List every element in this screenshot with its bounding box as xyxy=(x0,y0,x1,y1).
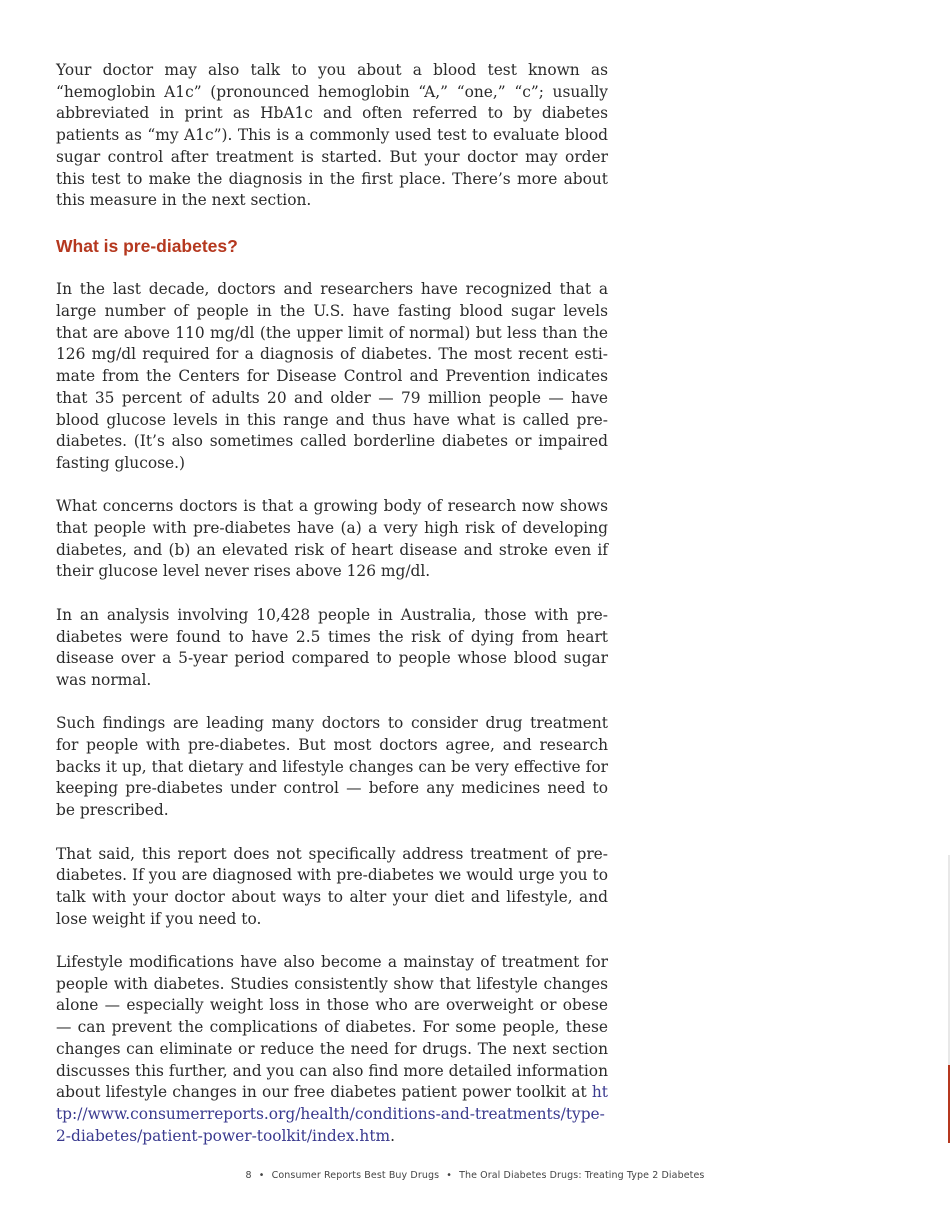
footer-bullet: • xyxy=(258,1170,265,1181)
article-column xyxy=(56,60,608,1169)
lifestyle-text: Lifestyle modifications have also become a mainstay of treatment for people with diabetes. Studies consistently show that lifestyle changes alone — especially weight loss in those who are overweight or obese — can prevent the complications of diabetes. For some people, these changes can eliminate or reduce the need for drugs. The next section discusses this further, and you can also find more detailed information about lifestyle changes in our free diabetes patient power toolkit at xyxy=(56,953,608,1102)
paragraph-australia-analysis: In an analysis involving 10,428 people in Australia, those with pre-diabetes were found to have 2.5 times the risk of dying from heart disease over a 5-year period compared to people whose blood sugar was normal. xyxy=(56,605,608,689)
footer-report-title: The Oral Diabetes Drugs: Treating Type 2 Diabetes xyxy=(459,1170,705,1181)
page-number: 8 xyxy=(245,1170,252,1181)
paragraph-hba1c: Your doctor may also talk to you about a blood test known as “hemoglobin A1c” (pronounced hemoglobin “A,” “one,” “c”; usually abbreviated in print as HbA1c and often referred to by diabetes patients as “my A1c”). This is a commonly used test to evaluate blood sugar control after treatment is started. But your doctor may order this test to make the diagnosis in the first place. There’s more about this measure in the next section. xyxy=(56,61,608,210)
footer-bullet: • xyxy=(446,1170,452,1181)
paragraph-report-scope: That said, this report does not specifically address treatment of pre-diabetes. If you are diagnosed with pre-diabetes we would urge you to talk with your doctor about ways to alter your diet and lifestyle, and lose weight if you need to. xyxy=(56,844,608,928)
paragraph-lifestyle xyxy=(56,952,608,1147)
paragraph-doctor-concerns: What concerns doctors is that a growing body of research now shows that people with pre-diabetes have (a) a very high risk of developing diabetes, and (b) an elevated risk of heart disease and stroke even if their glucose level never rises above 126 mg/dl. xyxy=(56,497,608,581)
paragraph-pre-diabetes-definition: In the last decade, doctors and researchers have recognized that a large number of people in the U.S. have fasting blood sugar levels that are above 110 mg/dl (the upper limit of normal) but less than the 126 mg/dl required for a diagnosis of diabetes. The most recent estimate from the Centers for Disease Control and Prevention indicates that 35 percent of adults 20 and older — 79 million people — have blood glucose levels in this range and thus have what is called pre-diabetes. (It’s also sometimes called borderline diabetes or impaired fasting glucose.) xyxy=(56,280,608,472)
section-heading-pre-diabetes: What is pre-diabetes? xyxy=(56,235,238,256)
footer-publication: Consumer Reports Best Buy Drugs xyxy=(271,1170,440,1181)
page-footer xyxy=(0,1170,950,1181)
toolkit-link[interactable]: http://www.consumerreports.org/health/conditions-and-treatments/type-2-diabetes/patient-power-toolkit/index.htm xyxy=(56,1083,608,1145)
lifestyle-period: . xyxy=(390,1126,395,1145)
paragraph-drug-treatment: Such findings are leading many doctors to consider drug treatment for people with pre-diabetes. But most doctors agree, and research backs it up, that dietary and lifestyle changes can be very effective for keeping pre-diabetes under control — before any medicines need to be prescribed. xyxy=(56,714,608,820)
